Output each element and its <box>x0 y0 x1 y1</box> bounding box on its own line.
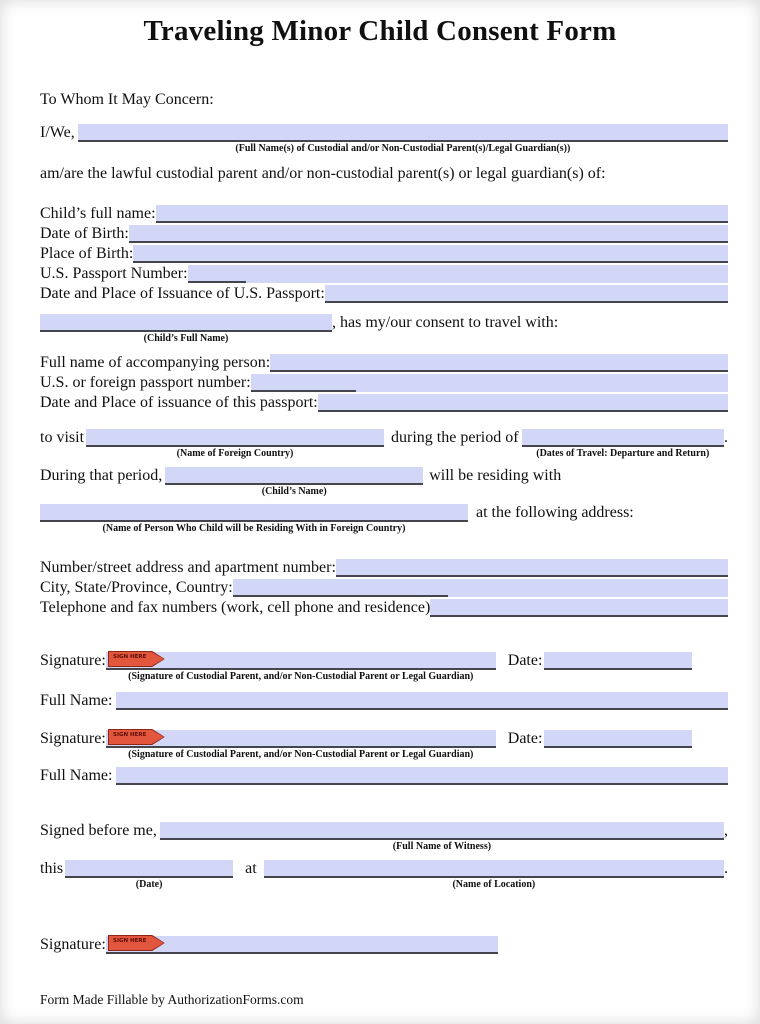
date-label: Date: <box>507 652 543 669</box>
at-label: at <box>245 860 257 877</box>
iwe-label: I/We, <box>40 124 75 141</box>
child-dob-label: Date of Birth: <box>40 225 129 242</box>
child-passport-field[interactable] <box>188 265 728 283</box>
phone-fax-field[interactable] <box>430 599 728 617</box>
sentence-period: . <box>724 860 728 877</box>
final-signature-label: Signature: <box>40 936 106 953</box>
date-field-1[interactable] <box>544 652 692 670</box>
companion-passport-label: U.S. or foreign passport number: <box>40 374 251 391</box>
signing-date-caption: (Date) <box>135 879 163 890</box>
witness-name-field[interactable] <box>160 822 724 852</box>
child-fullname-field[interactable] <box>40 314 332 344</box>
signature-label: Signature: <box>40 730 106 747</box>
sign-here-label: SIGN HERE <box>112 653 147 660</box>
page-title: Traveling Minor Child Consent Form <box>143 15 617 47</box>
full-name-field-1[interactable] <box>116 692 728 710</box>
foreign-country-caption: (Name of Foreign Country) <box>176 448 294 459</box>
sign-here-arrow[interactable] <box>108 729 165 745</box>
to-visit-label: to visit <box>40 429 85 446</box>
child-passport-issuance-label: Date and Place of Issuance of U.S. Passport: <box>40 285 325 302</box>
signature-label: Signature: <box>40 652 106 669</box>
companion-passport-field[interactable] <box>251 374 728 392</box>
child-fullname-caption: (Child’s Full Name) <box>143 333 229 344</box>
signing-date-field[interactable] <box>65 860 233 890</box>
street-address-label: Number/street address and apartment number: <box>40 559 336 576</box>
child-passport-issuance-field[interactable] <box>325 285 728 303</box>
travel-sentence-period: . <box>724 429 728 446</box>
date-field-2[interactable] <box>544 730 692 748</box>
phone-fax-label: Telephone and fax numbers (work, cell phone and residence) <box>40 599 431 616</box>
consent-text: , has my/our consent to travel with: <box>332 314 559 331</box>
signature-field-2[interactable] <box>106 730 496 760</box>
city-state-country-label: City, State/Province, Country: <box>40 579 233 596</box>
signature-caption: (Signature of Custodial Parent, and/or Non-Custodial Parent or Legal Guardian) <box>128 671 474 682</box>
during-that-period-label: During that period, <box>40 467 163 484</box>
residing-with-label: will be residing with <box>429 467 562 484</box>
travel-dates-caption: (Dates of Travel: Departure and Return) <box>536 448 710 459</box>
travel-dates-field[interactable] <box>522 429 724 459</box>
final-signature-field[interactable] <box>106 936 498 954</box>
companion-name-label: Full name of accompanying person: <box>40 354 271 371</box>
companion-passport-issuance-label: Date and Place of issuance of this passport: <box>40 394 318 411</box>
child-name-short-field[interactable] <box>165 467 423 497</box>
signed-before-me-label: Signed before me, <box>40 822 157 839</box>
child-name-short-caption: (Child’s Name) <box>261 486 327 497</box>
guardian-names-field[interactable] <box>78 124 728 154</box>
sign-here-arrow[interactable] <box>108 651 165 667</box>
child-name-label: Child’s full name: <box>40 205 156 222</box>
full-name-field-2[interactable] <box>116 767 728 785</box>
child-pob-label: Place of Birth: <box>40 245 134 262</box>
full-name-label: Full Name: <box>40 692 113 709</box>
child-dob-field[interactable] <box>129 225 728 243</box>
witness-comma: , <box>724 822 728 839</box>
sign-here-label: SIGN HERE <box>112 937 147 944</box>
during-period-label: during the period of <box>391 429 519 446</box>
residing-person-caption: (Name of Person Who Child will be Residing With in Foreign Country) <box>102 523 406 534</box>
location-caption: (Name of Location) <box>452 879 536 890</box>
city-state-country-field[interactable] <box>233 579 728 597</box>
address-intro-label: at the following address: <box>476 504 634 521</box>
full-name-label: Full Name: <box>40 767 113 784</box>
guardian-statement: am/are the lawful custodial parent and/or non-custodial parent(s) or legal guardian(s) of: <box>40 165 606 182</box>
witness-name-caption: (Full Name of Witness) <box>392 841 492 852</box>
child-pob-field[interactable] <box>133 245 728 263</box>
residing-person-field[interactable] <box>40 504 468 534</box>
signature-caption: (Signature of Custodial Parent, and/or Non-Custodial Parent or Legal Guardian) <box>128 749 474 760</box>
companion-passport-issuance-field[interactable] <box>318 394 728 412</box>
salutation: To Whom It May Concern: <box>40 91 214 108</box>
foreign-country-field[interactable] <box>86 429 384 459</box>
location-field[interactable] <box>264 860 724 890</box>
street-address-field[interactable] <box>336 559 728 577</box>
companion-name-field[interactable] <box>270 354 728 372</box>
this-label: this <box>40 860 64 877</box>
signature-field-1[interactable] <box>106 652 496 682</box>
child-passport-label: U.S. Passport Number: <box>40 265 188 282</box>
sign-here-arrow[interactable] <box>108 935 165 951</box>
date-label: Date: <box>507 730 543 747</box>
child-name-field[interactable] <box>156 205 728 223</box>
sign-here-label: SIGN HERE <box>112 731 147 738</box>
guardian-names-caption: (Full Name(s) of Custodial and/or Non-Custodial Parent(s)/Legal Guardian(s)) <box>235 143 571 154</box>
footer-credit: Form Made Fillable by AuthorizationForms.com <box>40 992 304 1007</box>
